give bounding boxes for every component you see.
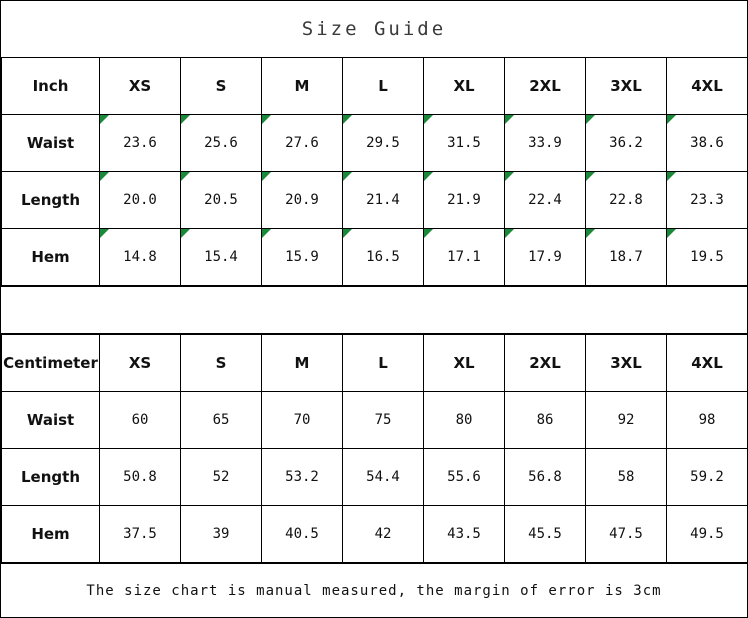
inch-col-head-1: S: [181, 58, 262, 115]
cm-cell-1-1: 52: [181, 449, 262, 506]
inch-cell-0-1: 25.6: [181, 115, 262, 172]
inch-cell-0-5: 33.9: [505, 115, 586, 172]
inch-cell-0-0: 23.6: [100, 115, 181, 172]
inch-col-head-3: L: [343, 58, 424, 115]
inch-cell-1-6: 22.8: [586, 172, 667, 229]
cm-cell-0-6: 92: [586, 392, 667, 449]
inch-cell-2-1: 15.4: [181, 229, 262, 286]
cm-table-wrapper: [1, 334, 747, 563]
inch-cell-0-3: 29.5: [343, 115, 424, 172]
cm-cell-0-4: 80: [424, 392, 505, 449]
inch-cell-1-2: 20.9: [262, 172, 343, 229]
cm-cell-2-5: 45.5: [505, 506, 586, 563]
cm-col-head-0: XS: [100, 335, 181, 392]
cm-cell-1-5: 56.8: [505, 449, 586, 506]
cm-row-label-2: Hem: [2, 506, 100, 563]
inch-cell-2-6: 18.7: [586, 229, 667, 286]
cm-cell-0-5: 86: [505, 392, 586, 449]
cm-unit-label: Centimeter: [2, 335, 100, 392]
inch-col-head-0: XS: [100, 58, 181, 115]
cm-cell-2-0: 37.5: [100, 506, 181, 563]
inch-cell-2-3: 16.5: [343, 229, 424, 286]
cm-cell-1-4: 55.6: [424, 449, 505, 506]
cm-col-head-1: S: [181, 335, 262, 392]
inch-cell-0-2: 27.6: [262, 115, 343, 172]
inch-cell-2-7: 19.5: [667, 229, 748, 286]
cm-col-head-2: M: [262, 335, 343, 392]
inch-cell-2-0: 14.8: [100, 229, 181, 286]
inch-cell-2-5: 17.9: [505, 229, 586, 286]
inch-cell-0-4: 31.5: [424, 115, 505, 172]
inch-cell-0-7: 38.6: [667, 115, 748, 172]
cm-row-label-1: Length: [2, 449, 100, 506]
cm-cell-2-6: 47.5: [586, 506, 667, 563]
inch-cell-0-6: 36.2: [586, 115, 667, 172]
table-row: [2, 115, 748, 172]
table-header-row: [2, 335, 748, 392]
cm-cell-0-1: 65: [181, 392, 262, 449]
page-title: Size Guide: [301, 18, 447, 40]
cm-cell-2-1: 39: [181, 506, 262, 563]
inch-cell-1-7: 23.3: [667, 172, 748, 229]
cm-cell-2-7: 49.5: [667, 506, 748, 563]
cm-cell-2-3: 42: [343, 506, 424, 563]
cm-col-head-6: 3XL: [586, 335, 667, 392]
cm-cell-1-2: 53.2: [262, 449, 343, 506]
inch-cell-1-0: 20.0: [100, 172, 181, 229]
footer-note: The size chart is manual measured, the margin of error is 3cm: [1, 563, 747, 617]
cm-col-head-3: L: [343, 335, 424, 392]
cm-cell-0-0: 60: [100, 392, 181, 449]
cm-cell-0-2: 70: [262, 392, 343, 449]
inch-col-head-4: XL: [424, 58, 505, 115]
cm-cell-0-3: 75: [343, 392, 424, 449]
cm-col-head-4: XL: [424, 335, 505, 392]
cm-cell-1-0: 50.8: [100, 449, 181, 506]
cm-cell-2-2: 40.5: [262, 506, 343, 563]
inch-unit-label: Inch: [2, 58, 100, 115]
inch-row-label-1: Length: [2, 172, 100, 229]
table-row: [2, 392, 748, 449]
inch-col-head-5: 2XL: [505, 58, 586, 115]
inch-cell-1-1: 20.5: [181, 172, 262, 229]
inch-col-head-2: M: [262, 58, 343, 115]
inch-cell-1-5: 22.4: [505, 172, 586, 229]
table-header-row: [2, 58, 748, 115]
cm-row-label-0: Waist: [2, 392, 100, 449]
cm-cell-1-3: 54.4: [343, 449, 424, 506]
inch-cell-2-4: 17.1: [424, 229, 505, 286]
inch-cell-1-3: 21.4: [343, 172, 424, 229]
inch-cell-2-2: 15.9: [262, 229, 343, 286]
table-row: [2, 172, 748, 229]
cm-cell-1-7: 59.2: [667, 449, 748, 506]
inch-row-label-0: Waist: [2, 115, 100, 172]
inch-size-table: [1, 57, 748, 286]
inch-col-head-6: 3XL: [586, 58, 667, 115]
centimeter-size-table: [1, 334, 748, 563]
inch-col-head-7: 4XL: [667, 58, 748, 115]
cm-cell-0-7: 98: [667, 392, 748, 449]
table-row: [2, 506, 748, 563]
cm-col-head-7: 4XL: [667, 335, 748, 392]
cm-col-head-5: 2XL: [505, 335, 586, 392]
cm-cell-2-4: 43.5: [424, 506, 505, 563]
inch-table-wrapper: [1, 57, 747, 286]
table-row: [2, 449, 748, 506]
table-separator: [1, 286, 747, 334]
inch-cell-1-4: 21.9: [424, 172, 505, 229]
table-row: [2, 229, 748, 286]
cm-cell-1-6: 58: [586, 449, 667, 506]
inch-row-label-2: Hem: [2, 229, 100, 286]
